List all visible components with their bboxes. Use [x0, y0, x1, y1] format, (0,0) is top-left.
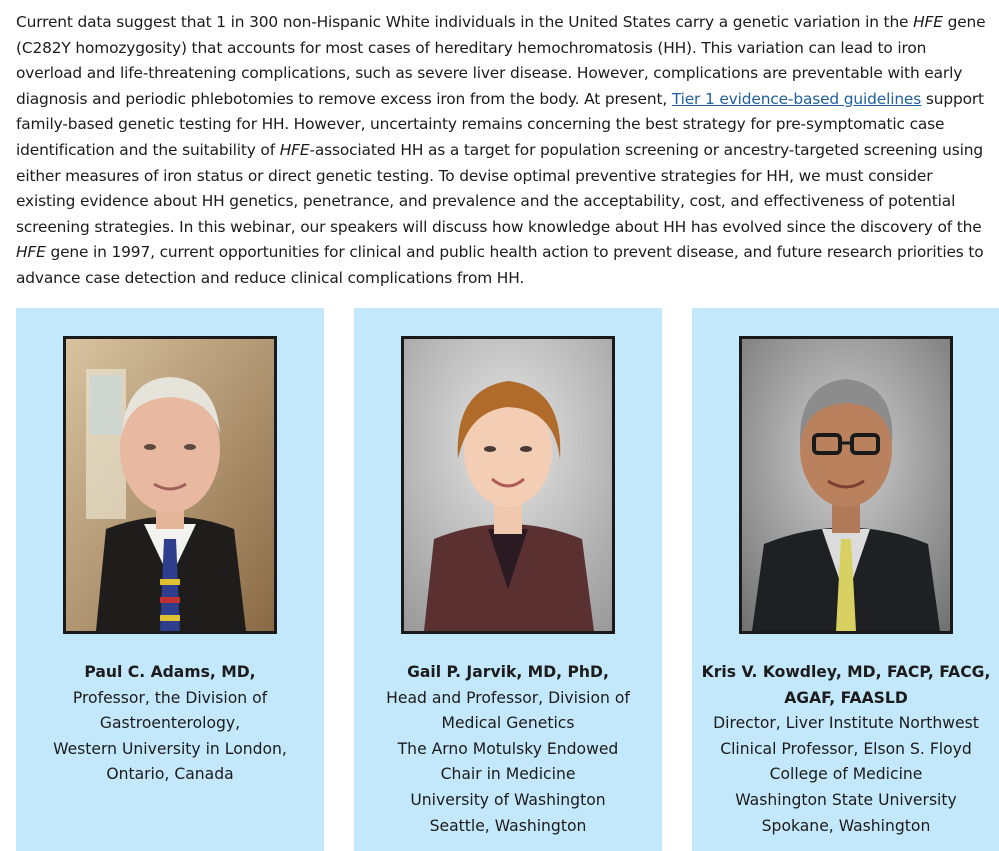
speaker-title-line: Chair in Medicine: [440, 765, 576, 784]
portrait-illustration: [404, 339, 612, 631]
webinar-description: [16, 10, 991, 292]
speaker-photo-kowdley: [739, 336, 953, 634]
intro-text-2: gene (C282Y homozygosity) that accounts for most cases of hereditary hemochromatosis (HH). This variation can lead to iron overload and life-threatening complications, such as severe liver disease. However, complications are preventable with early diagnosis and periodic phlebotomies to remove excess iron from the body. At present,: [16, 13, 986, 108]
hfe-term: HFE: [913, 13, 943, 31]
intro-text-5: gene in 1997, current opportunities for clinical and public health action to prevent disease, and future research priorities to advance case detection and reduce clinical complications from HH.: [16, 243, 984, 287]
speaker-info-kowdley: [692, 660, 999, 839]
speaker-title-line: Seattle, Washington: [429, 816, 587, 835]
speaker-title-line: Medical Genetics: [441, 714, 575, 733]
speaker-name: Kris V. Kowdley, MD, FACP, FACG, AGAF, FAASLD: [701, 663, 991, 707]
speaker-title-line: Ontario, Canada: [106, 765, 234, 784]
speaker-title-line: University of Washington: [410, 790, 606, 809]
speaker-title-line: Spokane, Washington: [761, 816, 931, 835]
speaker-cards: [16, 308, 999, 851]
tier1-guidelines-link[interactable]: Tier 1 evidence-based guidelines: [671, 89, 922, 108]
speaker-title-line: Western University in London,: [53, 739, 287, 758]
hfe-term: HFE: [16, 243, 46, 262]
portrait-illustration: [66, 339, 274, 631]
speaker-title-line: Clinical Professor, Elson S. Floyd: [720, 739, 972, 758]
speaker-title-line: Head and Professor, Division of: [386, 688, 630, 707]
intro-text-1: Current data suggest that 1 in 300 non-Hispanic White individuals in the United States carry a genetic variation in the: [16, 13, 914, 31]
speaker-title-line: Director, Liver Institute Northwest: [713, 714, 979, 733]
hfe-term: HFE: [279, 140, 310, 159]
speaker-card-kowdley: [692, 308, 999, 851]
speaker-title-line: Professor, the Division of: [72, 688, 268, 707]
intro-text-4: -associated HH as a target for population screening or ancestry-targeted screening using either measures of iron status or direct genetic testing. To devise optimal preventive strategies for HH, we must consider existing evidence about HH genetics, penetrance, and prevalence and the acceptability, cost, and effectiveness of potential screening strategies. In this webinar, our speakers will discuss how knowledge about HH has evolved since the discovery of the: [16, 140, 983, 236]
speaker-photo-adams: [63, 336, 277, 634]
speaker-card-jarvik: [354, 308, 662, 851]
speaker-photo-jarvik: [401, 336, 615, 634]
speaker-card-adams: [16, 308, 324, 851]
speaker-name: Paul C. Adams, MD,: [84, 663, 256, 681]
speaker-info-adams: [16, 660, 324, 788]
intro-text-3: support family-based genetic testing for HH. However, uncertainty remains concerning the best strategy for pre-symptomatic case identification and the suitability of: [16, 89, 984, 159]
speaker-title-line: College of Medicine: [769, 765, 923, 784]
portrait-illustration: [742, 339, 950, 631]
speaker-name: Gail P. Jarvik, MD, PhD,: [407, 663, 609, 681]
speaker-title-line: Gastroenterology,: [99, 714, 241, 733]
speaker-title-line: Washington State University: [735, 790, 957, 809]
speaker-title-line: The Arno Motulsky Endowed: [397, 739, 619, 758]
speaker-info-jarvik: [354, 660, 662, 839]
